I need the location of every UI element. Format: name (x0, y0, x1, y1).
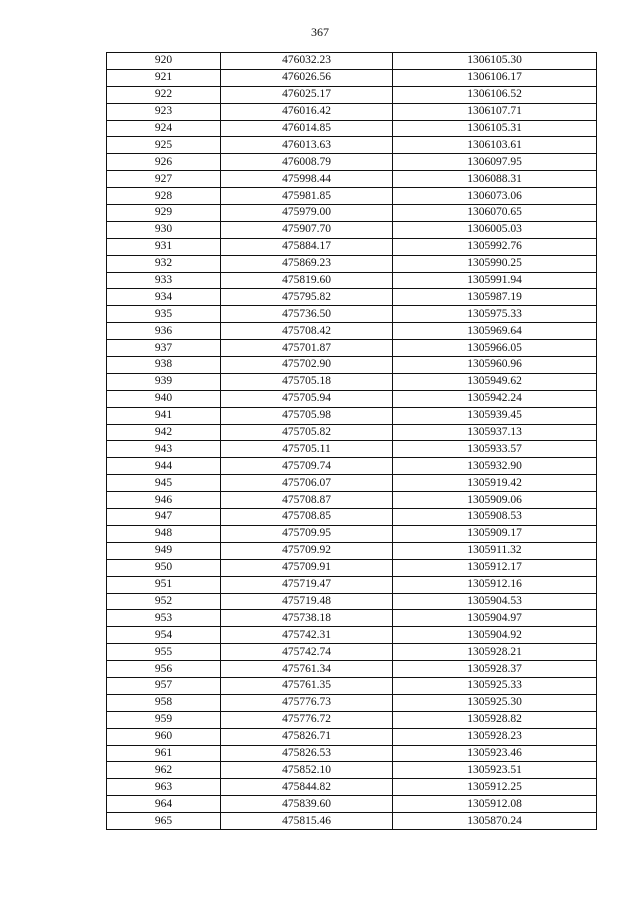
point-number-cell: 926 (107, 154, 221, 171)
y-coordinate-cell: 1305969.64 (393, 323, 597, 340)
y-coordinate-cell: 1305928.23 (393, 728, 597, 745)
table-row (107, 390, 597, 407)
x-coordinate-cell: 476013.63 (221, 137, 393, 154)
x-coordinate-cell: 475719.47 (221, 576, 393, 593)
table-row (107, 323, 597, 340)
x-coordinate-cell: 475709.95 (221, 525, 393, 542)
point-number-cell: 961 (107, 745, 221, 762)
table-row (107, 306, 597, 323)
table-row (107, 711, 597, 728)
x-coordinate-cell: 476008.79 (221, 154, 393, 171)
x-coordinate-cell: 475844.82 (221, 779, 393, 796)
y-coordinate-cell: 1305912.16 (393, 576, 597, 593)
table-row (107, 120, 597, 137)
coordinates-table (106, 52, 597, 830)
x-coordinate-cell: 475705.94 (221, 390, 393, 407)
x-coordinate-cell: 475705.82 (221, 424, 393, 441)
point-number-cell: 941 (107, 407, 221, 424)
x-coordinate-cell: 475709.74 (221, 458, 393, 475)
point-number-cell: 960 (107, 728, 221, 745)
table-row (107, 407, 597, 424)
y-coordinate-cell: 1305932.90 (393, 458, 597, 475)
point-number-cell: 942 (107, 424, 221, 441)
point-number-cell: 922 (107, 86, 221, 103)
table-row (107, 289, 597, 306)
point-number-cell: 957 (107, 677, 221, 694)
point-number-cell: 937 (107, 340, 221, 357)
y-coordinate-cell: 1305942.24 (393, 390, 597, 407)
table-row (107, 137, 597, 154)
point-number-cell: 931 (107, 238, 221, 255)
y-coordinate-cell: 1305933.57 (393, 441, 597, 458)
table-row (107, 661, 597, 678)
x-coordinate-cell: 475742.74 (221, 644, 393, 661)
x-coordinate-cell: 476014.85 (221, 120, 393, 137)
table-row (107, 171, 597, 188)
point-number-cell: 964 (107, 796, 221, 813)
x-coordinate-cell: 475852.10 (221, 762, 393, 779)
table-row (107, 728, 597, 745)
point-number-cell: 947 (107, 509, 221, 526)
x-coordinate-cell: 475761.35 (221, 677, 393, 694)
x-coordinate-cell: 475795.82 (221, 289, 393, 306)
y-coordinate-cell: 1305960.96 (393, 357, 597, 374)
point-number-cell: 928 (107, 188, 221, 205)
x-coordinate-cell: 475705.11 (221, 441, 393, 458)
table-row (107, 509, 597, 526)
y-coordinate-cell: 1305923.46 (393, 745, 597, 762)
x-coordinate-cell: 475869.23 (221, 255, 393, 272)
point-number-cell: 956 (107, 661, 221, 678)
table-row (107, 53, 597, 70)
y-coordinate-cell: 1306105.30 (393, 53, 597, 70)
x-coordinate-cell: 475738.18 (221, 610, 393, 627)
y-coordinate-cell: 1305904.53 (393, 593, 597, 610)
point-number-cell: 925 (107, 137, 221, 154)
table-row (107, 103, 597, 120)
x-coordinate-cell: 475708.85 (221, 509, 393, 526)
table-row (107, 272, 597, 289)
table-row (107, 593, 597, 610)
point-number-cell: 921 (107, 69, 221, 86)
point-number-cell: 950 (107, 559, 221, 576)
x-coordinate-cell: 476032.23 (221, 53, 393, 70)
x-coordinate-cell: 476016.42 (221, 103, 393, 120)
point-number-cell: 932 (107, 255, 221, 272)
x-coordinate-cell: 475776.72 (221, 711, 393, 728)
point-number-cell: 946 (107, 492, 221, 509)
table-row (107, 559, 597, 576)
point-number-cell: 944 (107, 458, 221, 475)
x-coordinate-cell: 475979.00 (221, 205, 393, 222)
x-coordinate-cell: 475819.60 (221, 272, 393, 289)
table-row (107, 86, 597, 103)
x-coordinate-cell: 475839.60 (221, 796, 393, 813)
table-row (107, 542, 597, 559)
y-coordinate-cell: 1306103.61 (393, 137, 597, 154)
y-coordinate-cell: 1306097.95 (393, 154, 597, 171)
table-row (107, 813, 597, 830)
y-coordinate-cell: 1305928.37 (393, 661, 597, 678)
y-coordinate-cell: 1305904.97 (393, 610, 597, 627)
table-row (107, 373, 597, 390)
point-number-cell: 953 (107, 610, 221, 627)
point-number-cell: 943 (107, 441, 221, 458)
y-coordinate-cell: 1305939.45 (393, 407, 597, 424)
table-row (107, 694, 597, 711)
table-row (107, 424, 597, 441)
point-number-cell: 933 (107, 272, 221, 289)
x-coordinate-cell: 475705.98 (221, 407, 393, 424)
table-row (107, 576, 597, 593)
page-number: 367 (311, 25, 329, 39)
point-number-cell: 948 (107, 525, 221, 542)
y-coordinate-cell: 1305928.82 (393, 711, 597, 728)
x-coordinate-cell: 475702.90 (221, 357, 393, 374)
y-coordinate-cell: 1305991.94 (393, 272, 597, 289)
point-number-cell: 923 (107, 103, 221, 120)
table-row (107, 796, 597, 813)
table-row (107, 188, 597, 205)
x-coordinate-cell: 475709.92 (221, 542, 393, 559)
x-coordinate-cell: 475981.85 (221, 188, 393, 205)
y-coordinate-cell: 1305909.17 (393, 525, 597, 542)
x-coordinate-cell: 475719.48 (221, 593, 393, 610)
point-number-cell: 938 (107, 357, 221, 374)
y-coordinate-cell: 1305912.17 (393, 559, 597, 576)
table-row (107, 779, 597, 796)
x-coordinate-cell: 475998.44 (221, 171, 393, 188)
point-number-cell: 920 (107, 53, 221, 70)
x-coordinate-cell: 475761.34 (221, 661, 393, 678)
x-coordinate-cell: 475907.70 (221, 221, 393, 238)
point-number-cell: 940 (107, 390, 221, 407)
table-row (107, 340, 597, 357)
y-coordinate-cell: 1305966.05 (393, 340, 597, 357)
x-coordinate-cell: 475815.46 (221, 813, 393, 830)
point-number-cell: 929 (107, 205, 221, 222)
y-coordinate-cell: 1306105.31 (393, 120, 597, 137)
table-row (107, 205, 597, 222)
y-coordinate-cell: 1305949.62 (393, 373, 597, 390)
y-coordinate-cell: 1306106.52 (393, 86, 597, 103)
x-coordinate-cell: 476026.56 (221, 69, 393, 86)
y-coordinate-cell: 1305909.06 (393, 492, 597, 509)
x-coordinate-cell: 475708.42 (221, 323, 393, 340)
table-row (107, 525, 597, 542)
table-row (107, 458, 597, 475)
table-row (107, 644, 597, 661)
y-coordinate-cell: 1306073.06 (393, 188, 597, 205)
y-coordinate-cell: 1306088.31 (393, 171, 597, 188)
y-coordinate-cell: 1305919.42 (393, 475, 597, 492)
table-row (107, 441, 597, 458)
point-number-cell: 954 (107, 627, 221, 644)
point-number-cell: 962 (107, 762, 221, 779)
table-row (107, 69, 597, 86)
y-coordinate-cell: 1305925.33 (393, 677, 597, 694)
coordinates-table-body (107, 53, 597, 830)
x-coordinate-cell: 475708.87 (221, 492, 393, 509)
point-number-cell: 963 (107, 779, 221, 796)
x-coordinate-cell: 475776.73 (221, 694, 393, 711)
point-number-cell: 951 (107, 576, 221, 593)
y-coordinate-cell: 1305937.13 (393, 424, 597, 441)
table-row (107, 677, 597, 694)
x-coordinate-cell: 475826.53 (221, 745, 393, 762)
point-number-cell: 965 (107, 813, 221, 830)
y-coordinate-cell: 1305912.08 (393, 796, 597, 813)
y-coordinate-cell: 1306106.17 (393, 69, 597, 86)
x-coordinate-cell: 475742.31 (221, 627, 393, 644)
point-number-cell: 952 (107, 593, 221, 610)
x-coordinate-cell: 475706.07 (221, 475, 393, 492)
point-number-cell: 924 (107, 120, 221, 137)
point-number-cell: 936 (107, 323, 221, 340)
point-number-cell: 949 (107, 542, 221, 559)
table-row (107, 357, 597, 374)
y-coordinate-cell: 1305923.51 (393, 762, 597, 779)
table-row (107, 475, 597, 492)
y-coordinate-cell: 1305975.33 (393, 306, 597, 323)
y-coordinate-cell: 1305925.30 (393, 694, 597, 711)
point-number-cell: 927 (107, 171, 221, 188)
y-coordinate-cell: 1305912.25 (393, 779, 597, 796)
y-coordinate-cell: 1305908.53 (393, 509, 597, 526)
table-row (107, 255, 597, 272)
y-coordinate-cell: 1305904.92 (393, 627, 597, 644)
y-coordinate-cell: 1306107.71 (393, 103, 597, 120)
x-coordinate-cell: 475884.17 (221, 238, 393, 255)
point-number-cell: 935 (107, 306, 221, 323)
x-coordinate-cell: 475826.71 (221, 728, 393, 745)
table-row (107, 610, 597, 627)
point-number-cell: 959 (107, 711, 221, 728)
x-coordinate-cell: 475736.50 (221, 306, 393, 323)
x-coordinate-cell: 475705.18 (221, 373, 393, 390)
table-row (107, 627, 597, 644)
point-number-cell: 930 (107, 221, 221, 238)
point-number-cell: 934 (107, 289, 221, 306)
x-coordinate-cell: 476025.17 (221, 86, 393, 103)
x-coordinate-cell: 475709.91 (221, 559, 393, 576)
table-row (107, 745, 597, 762)
table-row (107, 762, 597, 779)
y-coordinate-cell: 1305992.76 (393, 238, 597, 255)
y-coordinate-cell: 1305911.32 (393, 542, 597, 559)
table-row (107, 221, 597, 238)
y-coordinate-cell: 1305870.24 (393, 813, 597, 830)
y-coordinate-cell: 1306070.65 (393, 205, 597, 222)
x-coordinate-cell: 475701.87 (221, 340, 393, 357)
y-coordinate-cell: 1305928.21 (393, 644, 597, 661)
y-coordinate-cell: 1305987.19 (393, 289, 597, 306)
table-row (107, 238, 597, 255)
table-row (107, 154, 597, 171)
table-row (107, 492, 597, 509)
point-number-cell: 939 (107, 373, 221, 390)
y-coordinate-cell: 1306005.03 (393, 221, 597, 238)
point-number-cell: 958 (107, 694, 221, 711)
y-coordinate-cell: 1305990.25 (393, 255, 597, 272)
point-number-cell: 945 (107, 475, 221, 492)
point-number-cell: 955 (107, 644, 221, 661)
